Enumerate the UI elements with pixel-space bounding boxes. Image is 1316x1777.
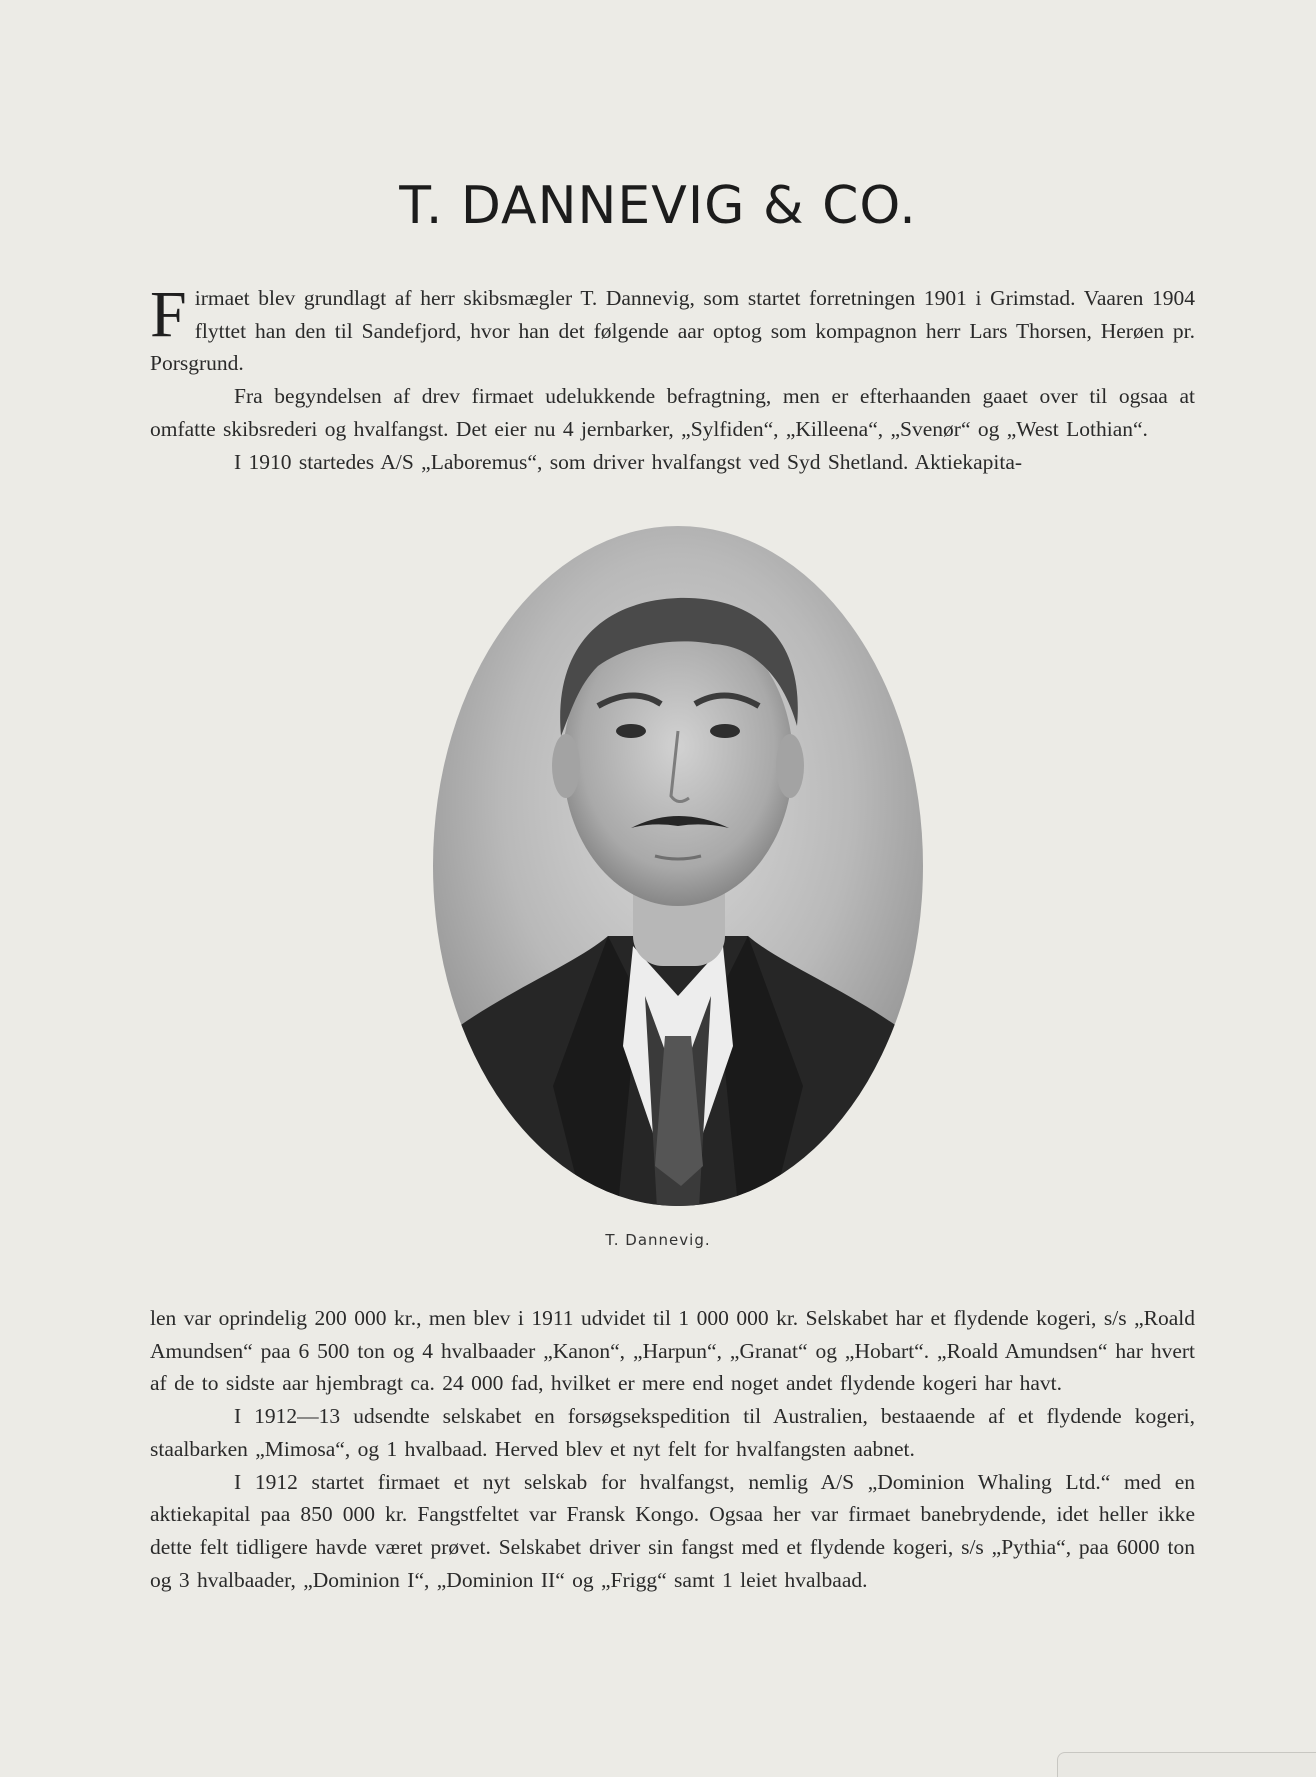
page-title: T. DANNEVIG & CO. bbox=[399, 176, 917, 236]
paragraph-founding bbox=[150, 278, 1195, 380]
bottom-text-block bbox=[150, 1302, 1195, 1596]
page-corner-tab bbox=[1057, 1752, 1316, 1777]
paragraph-dominion: I 1912 startet firmaet et nyt selskab for hvalfangst, nemlig A/S „Dominion Whaling Ltd.“ med en aktiekapital paa 850 000 kr. Fangstfeltet var Fransk Kongo. Ogsaa her var firmaet banebrydende, idet heller ikke dette felt tidligere havde været prøvet. Selskabet driver sin fangst med et flydende kogeri, s/s „Pythia“, paa 6000 ton og 3 hvalbaader, „Dominion I“, „Dominion II“ og „Frigg“ samt 1 leiet hvalbaad. bbox=[150, 1469, 1195, 1592]
paragraph-founding-text: irmaet blev grundlagt af herr skibsmægler T. Dannevig, som startet forretningen 1901 i Grimstad. Vaaren 1904 flyttet han den til Sandefjord, hvor han det følgende aar optog som kompagnon herr Lars Thorsen, Herøen pr. Porsgrund. bbox=[150, 286, 1195, 376]
portrait-photo bbox=[433, 526, 923, 1206]
paragraph-laboremus: I 1910 startedes A/S „Laboremus“, som driver hvalfangst ved Syd Shetland. Aktiekapita- bbox=[234, 449, 1023, 474]
paragraph-business: Fra begyndelsen af drev firmaet udelukkende befragtning, men er efterhaanden gaaet over til ogsaa at omfatte skibsrederi og hvalfangst. Det eier nu 4 jernbarker, „Sylfiden“, „Killeena“, „Svenør“ og „West Lothian“. bbox=[150, 384, 1195, 441]
drop-cap: F bbox=[150, 278, 187, 351]
paragraph-australia: I 1912—13 udsendte selskabet en forsøgsekspedition til Australien, bestaaende af et flydende kogeri, staalbarken „Mimosa“, og 1 hvalbaad. Herved blev et nyt felt for hvalfangsten aabnet. bbox=[150, 1404, 1195, 1461]
paragraph-capital: len var oprindelig 200 000 kr., men blev i 1911 udvidet til 1 000 000 kr. Selskabet har et flydende kogeri, s/s „Roald Amundsen“ paa 6 500 ton og 4 hvalbaader „Kanon“, „Harpun“, „Granat“ og „Hobart“. „Roald Amundsen“ har hvert af de to sidste aar hjembragt ca. 24 000 fad, hvilket er mere end noget andet flydende kogeri har havt. bbox=[150, 1306, 1195, 1396]
portrait-caption: T. Dannevig. bbox=[605, 1231, 711, 1249]
top-text-block bbox=[150, 278, 1195, 478]
